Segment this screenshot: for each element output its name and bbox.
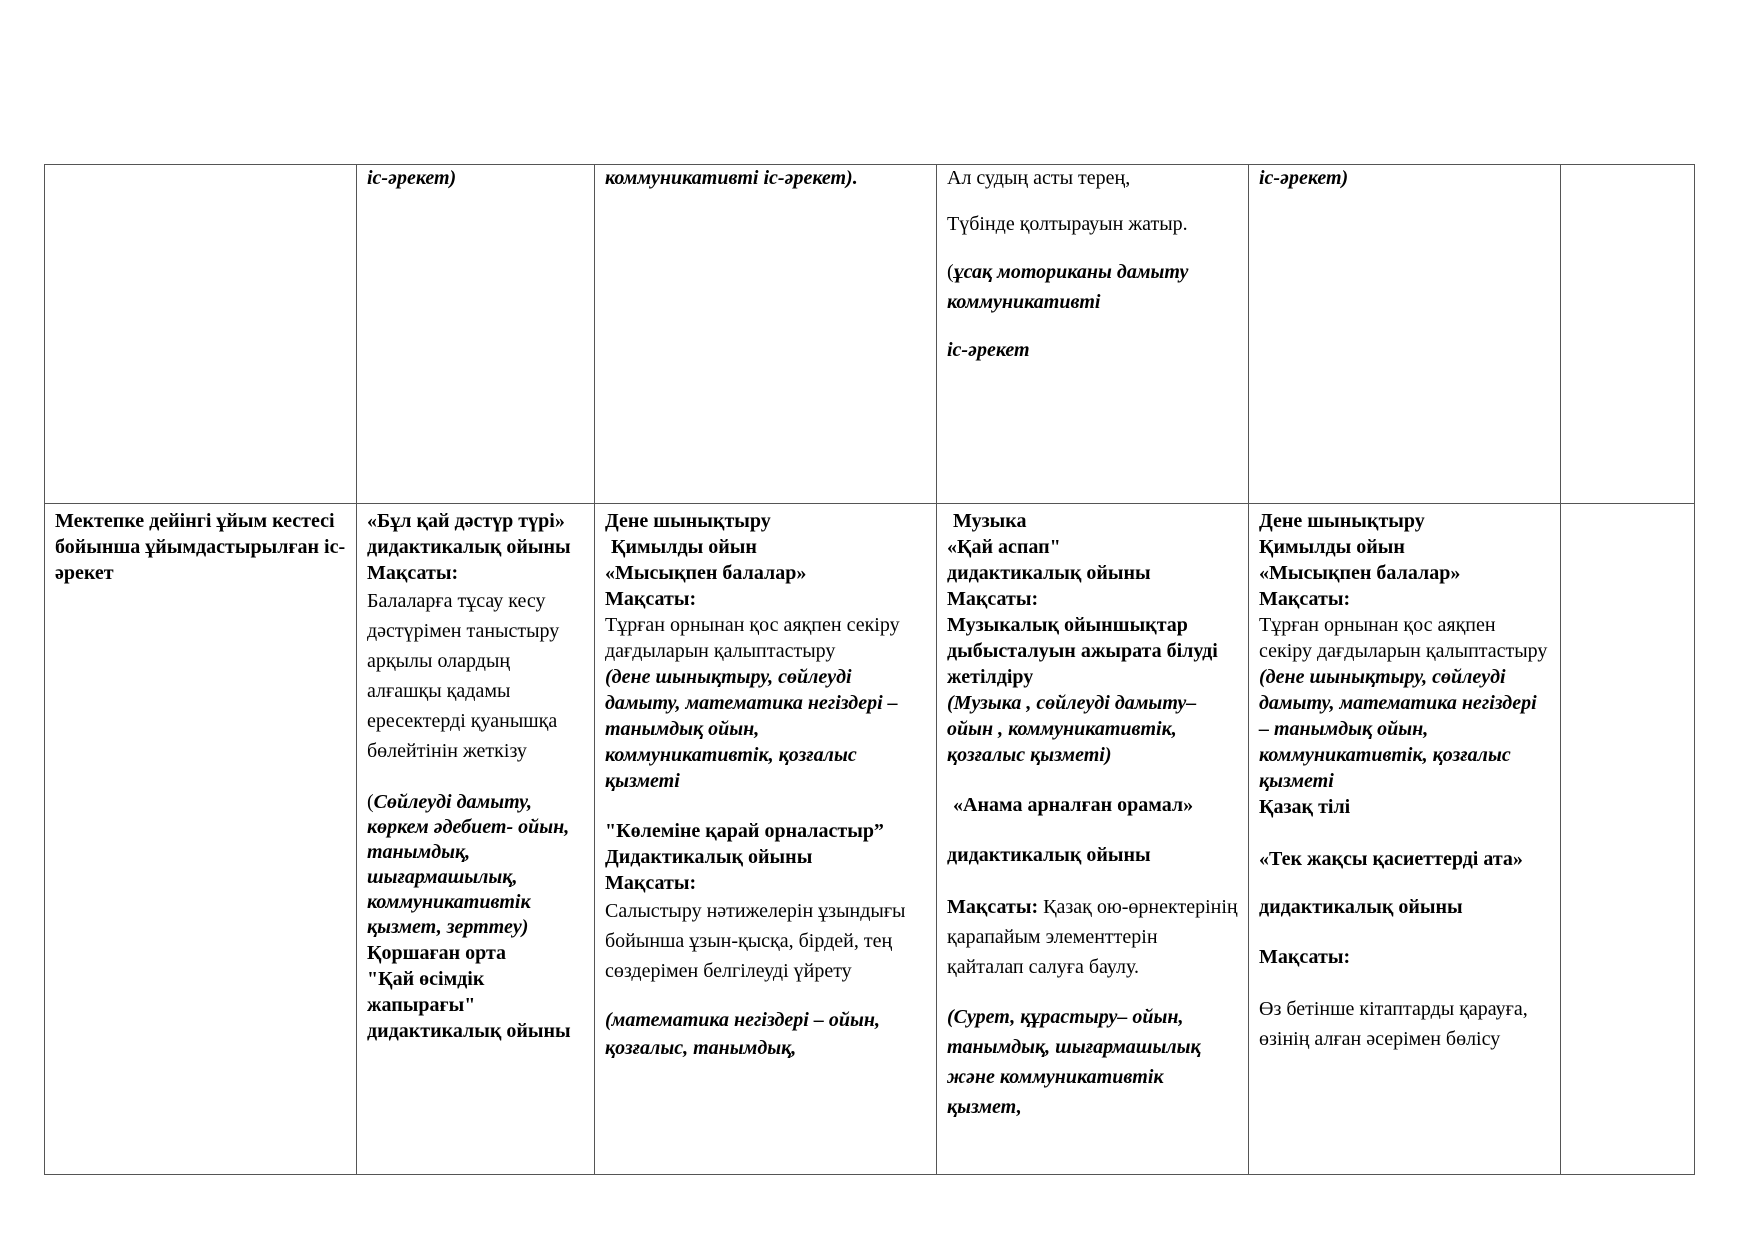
activity-note: (Сурет, құрастыру– ойын, танымдық, шығармашылық және коммуникативтік қызмет, bbox=[947, 1006, 1201, 1118]
table-cell bbox=[45, 504, 357, 1175]
game-title: «Бұл қай дәстүр түрі» bbox=[367, 510, 565, 532]
game-title: «Мысықпен балалар» bbox=[1259, 562, 1461, 584]
activity-note: іс-әрекет bbox=[947, 339, 1030, 361]
goal-label: Мақсаты: bbox=[605, 872, 697, 894]
activity-note: (дене шынықтыру, сөйлеуді дамыту, математика негіздері – танымдық ойын, коммуникативтік, қозғалыс қызметі bbox=[1259, 666, 1537, 792]
activity-note: (математика негіздері – ойын, қозғалыс, танымдық, bbox=[605, 1009, 880, 1059]
poem-line: Түбінде қолтырауын жатыр. bbox=[947, 213, 1188, 235]
row-heading: Мектепке дейінгі ұйым кестесі бойынша ұйымдастырылған іс-әрекет bbox=[55, 510, 346, 584]
goal-text: Балаларға тұсау кесу дәстүрімен таныстыру арқылы олардың алғашқы қадамы ересектерді қуанышқа бөлейтінін жеткізу bbox=[367, 590, 560, 762]
cell-text: іс-әрекет) bbox=[1259, 167, 1349, 189]
goal-label: Мақсаты: bbox=[1259, 588, 1351, 610]
table-cell bbox=[1249, 504, 1561, 1175]
note-paren: ( bbox=[947, 261, 954, 283]
table-cell bbox=[1249, 165, 1561, 504]
game-title: "Қай өсімдік жапырағы" bbox=[367, 968, 485, 1016]
goal-label: Мақсаты: bbox=[605, 588, 697, 610]
game-type: дидактикалық ойыны bbox=[1259, 896, 1463, 918]
table-cell bbox=[357, 165, 595, 504]
activity-note bbox=[947, 257, 1238, 317]
goal-label: Мақсаты: bbox=[947, 896, 1039, 918]
section-title: Қазақ тілі bbox=[1259, 796, 1351, 818]
game-type: дидактикалық ойыны bbox=[947, 844, 1151, 866]
subject-title: Дене шынықтыру bbox=[1259, 510, 1425, 532]
table-cell bbox=[595, 504, 937, 1175]
game-label: Қимылды ойын bbox=[1259, 536, 1405, 558]
poem-line: Ал судың асты терең, bbox=[947, 167, 1131, 189]
subject-title: Музыка bbox=[953, 510, 1027, 532]
cell-text: іс-әрекет) bbox=[367, 167, 457, 189]
game-title: "Көлеміне қарай орналастыр” bbox=[605, 820, 884, 842]
goal-text: Музыкалық ойыншықтар дыбысталуын ажырата білуді жетілдіру bbox=[947, 614, 1218, 688]
goal-text: Өз бетінше кітаптарды қарауға, өзінің алған әсерімен бөлісу bbox=[1259, 998, 1528, 1050]
table-cell bbox=[595, 165, 937, 504]
table-cell bbox=[1561, 165, 1695, 504]
game-type: дидактикалық ойыны bbox=[947, 562, 1151, 584]
game-title: «Мысықпен балалар» bbox=[605, 562, 807, 584]
game-label: Қимылды ойын bbox=[611, 536, 757, 558]
goal-text: Тұрған орнынан қос аяқпен секіру дағдыларын қалыптастыру bbox=[1259, 614, 1548, 662]
table-row bbox=[45, 504, 1695, 1175]
game-type: дидактикалық ойыны bbox=[367, 536, 571, 558]
game-type: дидактикалық ойыны bbox=[367, 1020, 571, 1042]
table-cell bbox=[1561, 504, 1695, 1175]
table-cell bbox=[937, 504, 1249, 1175]
activity-note bbox=[367, 790, 584, 940]
game-type: Дидактикалық ойыны bbox=[605, 846, 813, 868]
section-title: Қоршаған орта bbox=[367, 942, 507, 964]
game-title: «Тек жақсы қасиеттерді ата» bbox=[1259, 848, 1523, 870]
goal-text: Тұрған орнынан қос аяқпен секіру дағдыларын қалыптастыру bbox=[605, 614, 900, 662]
activity-note: (дене шынықтыру, сөйлеуді дамыту, математика негіздері – танымдық ойын, коммуникативтік, қозғалыс қызметі bbox=[605, 666, 898, 792]
game-title: «Қай аспап" bbox=[947, 536, 1061, 558]
schedule-table bbox=[44, 164, 1695, 1175]
subject-title: Дене шынықтыру bbox=[605, 510, 771, 532]
goal-text: Салыстыру нәтижелерін ұзындығы бойынша ұзын-қысқа, бірдей, тең сөздерімен белгілеуді үйрету bbox=[605, 900, 906, 982]
goal-label: Мақсаты: bbox=[1259, 946, 1351, 968]
note-text: Сөйлеуді дамыту, көркем әдебиет- ойын, танымдық, шығармашылық, коммуникативтік қызмет, зерттеу) bbox=[367, 791, 570, 938]
table-cell bbox=[357, 504, 595, 1175]
game-title: «Анама арналған орамал» bbox=[953, 794, 1194, 816]
table-cell bbox=[937, 165, 1249, 504]
table-row bbox=[45, 165, 1695, 504]
note-paren: ( bbox=[367, 791, 374, 813]
note-text: ұсақ моториканы дамыту коммуникативті bbox=[947, 261, 1189, 313]
goal-text: Қазақ ою-өрнектерінің қарапайым элементтерін қайталап салуға баулу. bbox=[947, 896, 1238, 978]
goal-label: Мақсаты: bbox=[947, 588, 1039, 610]
goal-label: Мақсаты: bbox=[367, 562, 459, 584]
table-cell bbox=[45, 165, 357, 504]
goal-paragraph bbox=[947, 892, 1238, 982]
activity-note: (Музыка , сөйлеуді дамыту– ойын , коммуникативтік, қозғалыс қызметі) bbox=[947, 692, 1197, 766]
cell-text: коммуникативті іс-әрекет). bbox=[605, 167, 858, 189]
